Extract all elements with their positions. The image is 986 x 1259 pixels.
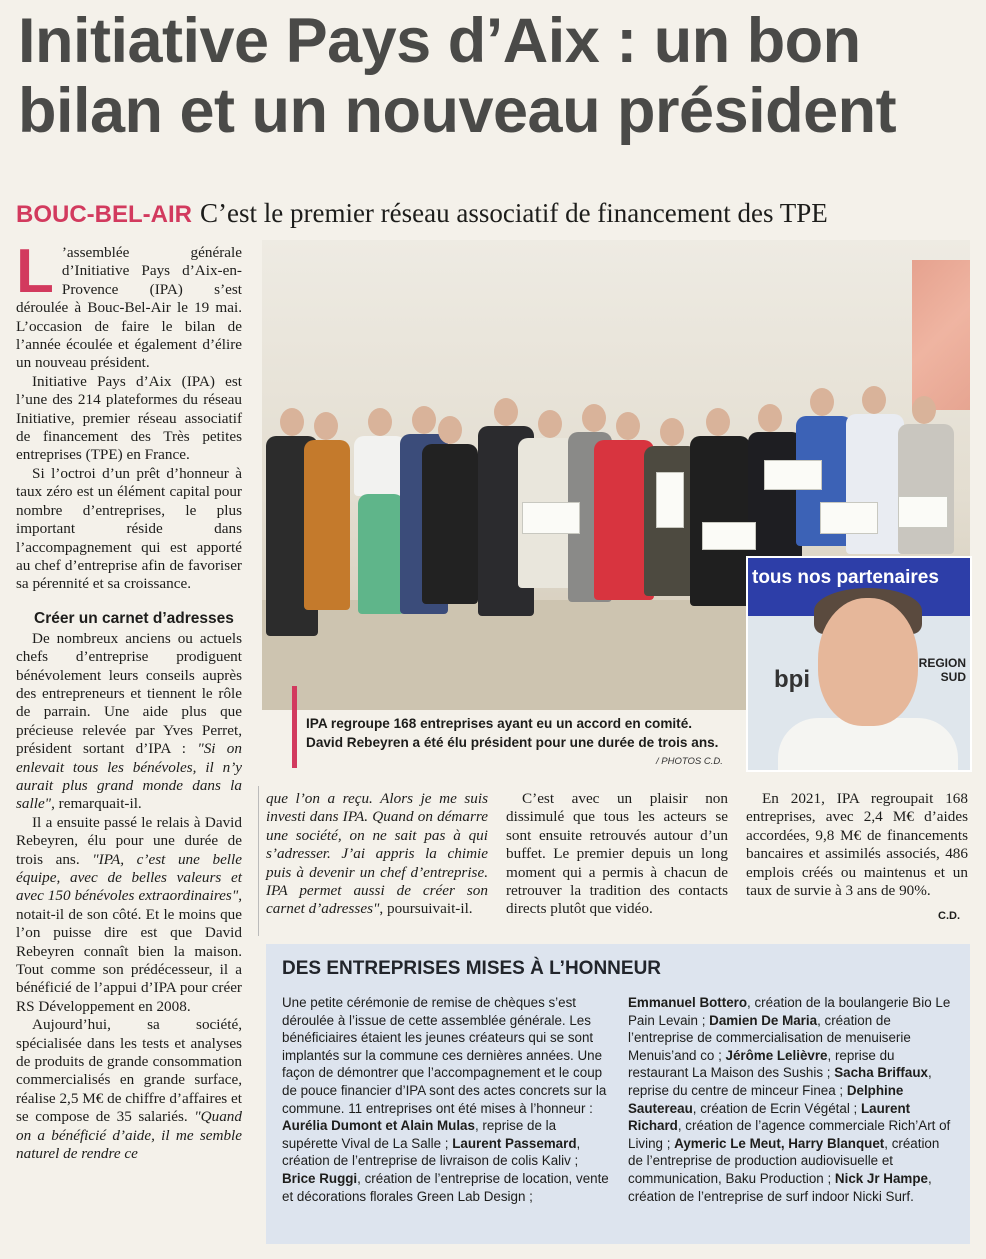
wall-decoration	[912, 260, 970, 410]
article-column-2	[266, 790, 488, 919]
paragraph: C’est avec un plaisir non dissimulé que tous les acteurs se sont ensuite retrouvés autour d’un buffet. Le premier depuis un long moment qui a permis à chacun de retrouver la tradition des contacts directs plutôt que vidéo.	[506, 790, 728, 918]
box-text-right: Emmanuel Bottero, création de la boulangerie Bio Le Pain Levain ; Damien De Maria, création de l’entreprise de commercialisation de menuiserie Menuis’and co ; Jérôme Lelièvre, reprise du restaurant La Maison des Sushis ; Sacha Briffaux, reprise du centre de minceur Finea ; Delphine Sautereau, création de Ecrin Végétal ; Laurent Richard, création de l’agence commerciale Rich’Art of Living ; Aymeric Le Meut, Harry Blanquet, création de l’entreprise de production audiovisuelle et communication, Baku Production ; Nick Jr Hampe, création de l’entreprise de surf indoor Nicki Surf.	[628, 995, 951, 1204]
paragraph: Initiative Pays d’Aix (IPA) est l’une des 214 plateformes du réseau Initiative, premier réseau associatif de financement des Très petites entreprises (TPE) en France.	[16, 372, 242, 464]
portrait-face	[818, 598, 918, 726]
paragraph: De nombreux anciens ou actuels chefs d’entreprise prodiguent bénévolement leurs conseils auprès des entrepreneurs et tiennent le rôle de parrain. Une aide plus que précieuse relevée par Yves Perret, président sortant d’IPA : "Si on enlevait tous les bénévoles, il n’y aurait plus grand monde dans la salle", remarquait-il.	[16, 629, 242, 813]
paragraph: L ’assemblée générale d’Initiative Pays d’Aix-en-Provence (IPA) s’est déroulée à Bouc-Bel-Air le 19 mai. L’occasion de faire le bilan de l’année écoulée et également d’élire un nouveau président.	[16, 237, 242, 372]
sidebar-box	[266, 944, 970, 1244]
dropcap: L	[16, 237, 54, 306]
paragraph: En 2021, IPA regroupait 168 entreprises, avec 2,4 M€ d’aides accordées, 9,8 M€ de financements bancaires et assimilés associés, 486 emplois créés ou maintenus et un taux de survie à 3 ans de 90%.	[746, 790, 968, 900]
deck-text: C’est le premier réseau associatif de financement des TPE	[199, 198, 828, 228]
article-column-3	[506, 790, 728, 919]
subheading: Créer un carnet d’adresses	[34, 609, 234, 627]
paragraph: que l’on a reçu. Alors je me suis investi dans IPA. Quand on démarre une société, on ne sait pas à qui s’adresser. J’ai appris la chimie puis à devenir un chef d’entreprise. IPA permet aussi de créer son carnet d’adresses", poursuivait-il.	[266, 790, 488, 918]
headline: Initiative Pays d’Aix : un bon bilan et un nouveau président	[18, 6, 897, 146]
photo-caption: IPA regroupe 168 entreprises ayant eu un accord en comité. David Rebeyren a été élu président pour une durée de trois ans.	[306, 716, 719, 750]
inset-portrait	[746, 556, 972, 772]
bpi-logo: bpi	[774, 666, 810, 693]
paragraph: Si l’octroi d’un prêt d’honneur à taux zéro est un élément capital pour nombre d’entreprises, le plus important réside dans l’accompagnement qui est apporté au chef d’entreprise afin de favoriser sa pérennité et sa croissance.	[16, 464, 242, 593]
article-column-1	[16, 237, 242, 1164]
deck	[16, 196, 976, 232]
box-title: DES ENTREPRISES MISES À L’HONNEUR	[282, 958, 662, 979]
byline: C.D.	[938, 910, 960, 922]
photo-credit: / PHOTOS C.D.	[656, 756, 723, 767]
box-text-left: Une petite cérémonie de remise de chèques s’est déroulée à l’issue de cette assemblée générale. Les bénéficiaires étaient les jeunes créateurs qui se sont implantés sur la commune ces dernières années. Une façon de démontrer que l’accompagnement et le coup de pouce financier d’IPA sont des actes concrets sur la commune. 11 entreprises ont été mises à l’honneur : Aurélia Dumont et Alain Mulas, reprise de la supérette Vival de La Salle ; Laurent Passemard, création de l’entreprise de livraison de colis Kaliv ; Brice Ruggi, création de l’entreprise de location, vente et décorations florales Green Lab Design ;	[282, 995, 609, 1204]
paragraph: Aujourd’hui, sa société, spécialisée dans les tests et analyses de produits de grande consommation commercialisés en grande surface, réalise 2,5 M€ de chiffre d’affaires et se compose de 35 salariés. "Quand on a bénéficié d’aide, il me semble naturel de rendre ce	[16, 1016, 242, 1163]
column-rule	[258, 786, 259, 936]
article-column-4	[746, 790, 968, 900]
paragraph: Il a ensuite passé le relais à David Rebeyren, élu pour une durée de trois ans. "IPA, c’est une belle équipe, avec de belles valeurs et avec 150 bénévoles extraordinaires", notait-il de son côté. Et le moins que l’on puisse dire est que David Rebeyren connaît bien la maison. Tout comme son prédécesseur, il a bénéficié de l’appui d’IPA pour créer RS Développement en 2008.	[16, 813, 242, 1015]
region-sud-logo: REGION SUD	[918, 656, 966, 684]
location-kicker: BOUC-BEL-AIR	[16, 201, 192, 228]
caption-bar	[292, 686, 297, 768]
partners-banner: tous nos partenaires	[748, 558, 970, 616]
portrait-shirt	[778, 718, 958, 772]
